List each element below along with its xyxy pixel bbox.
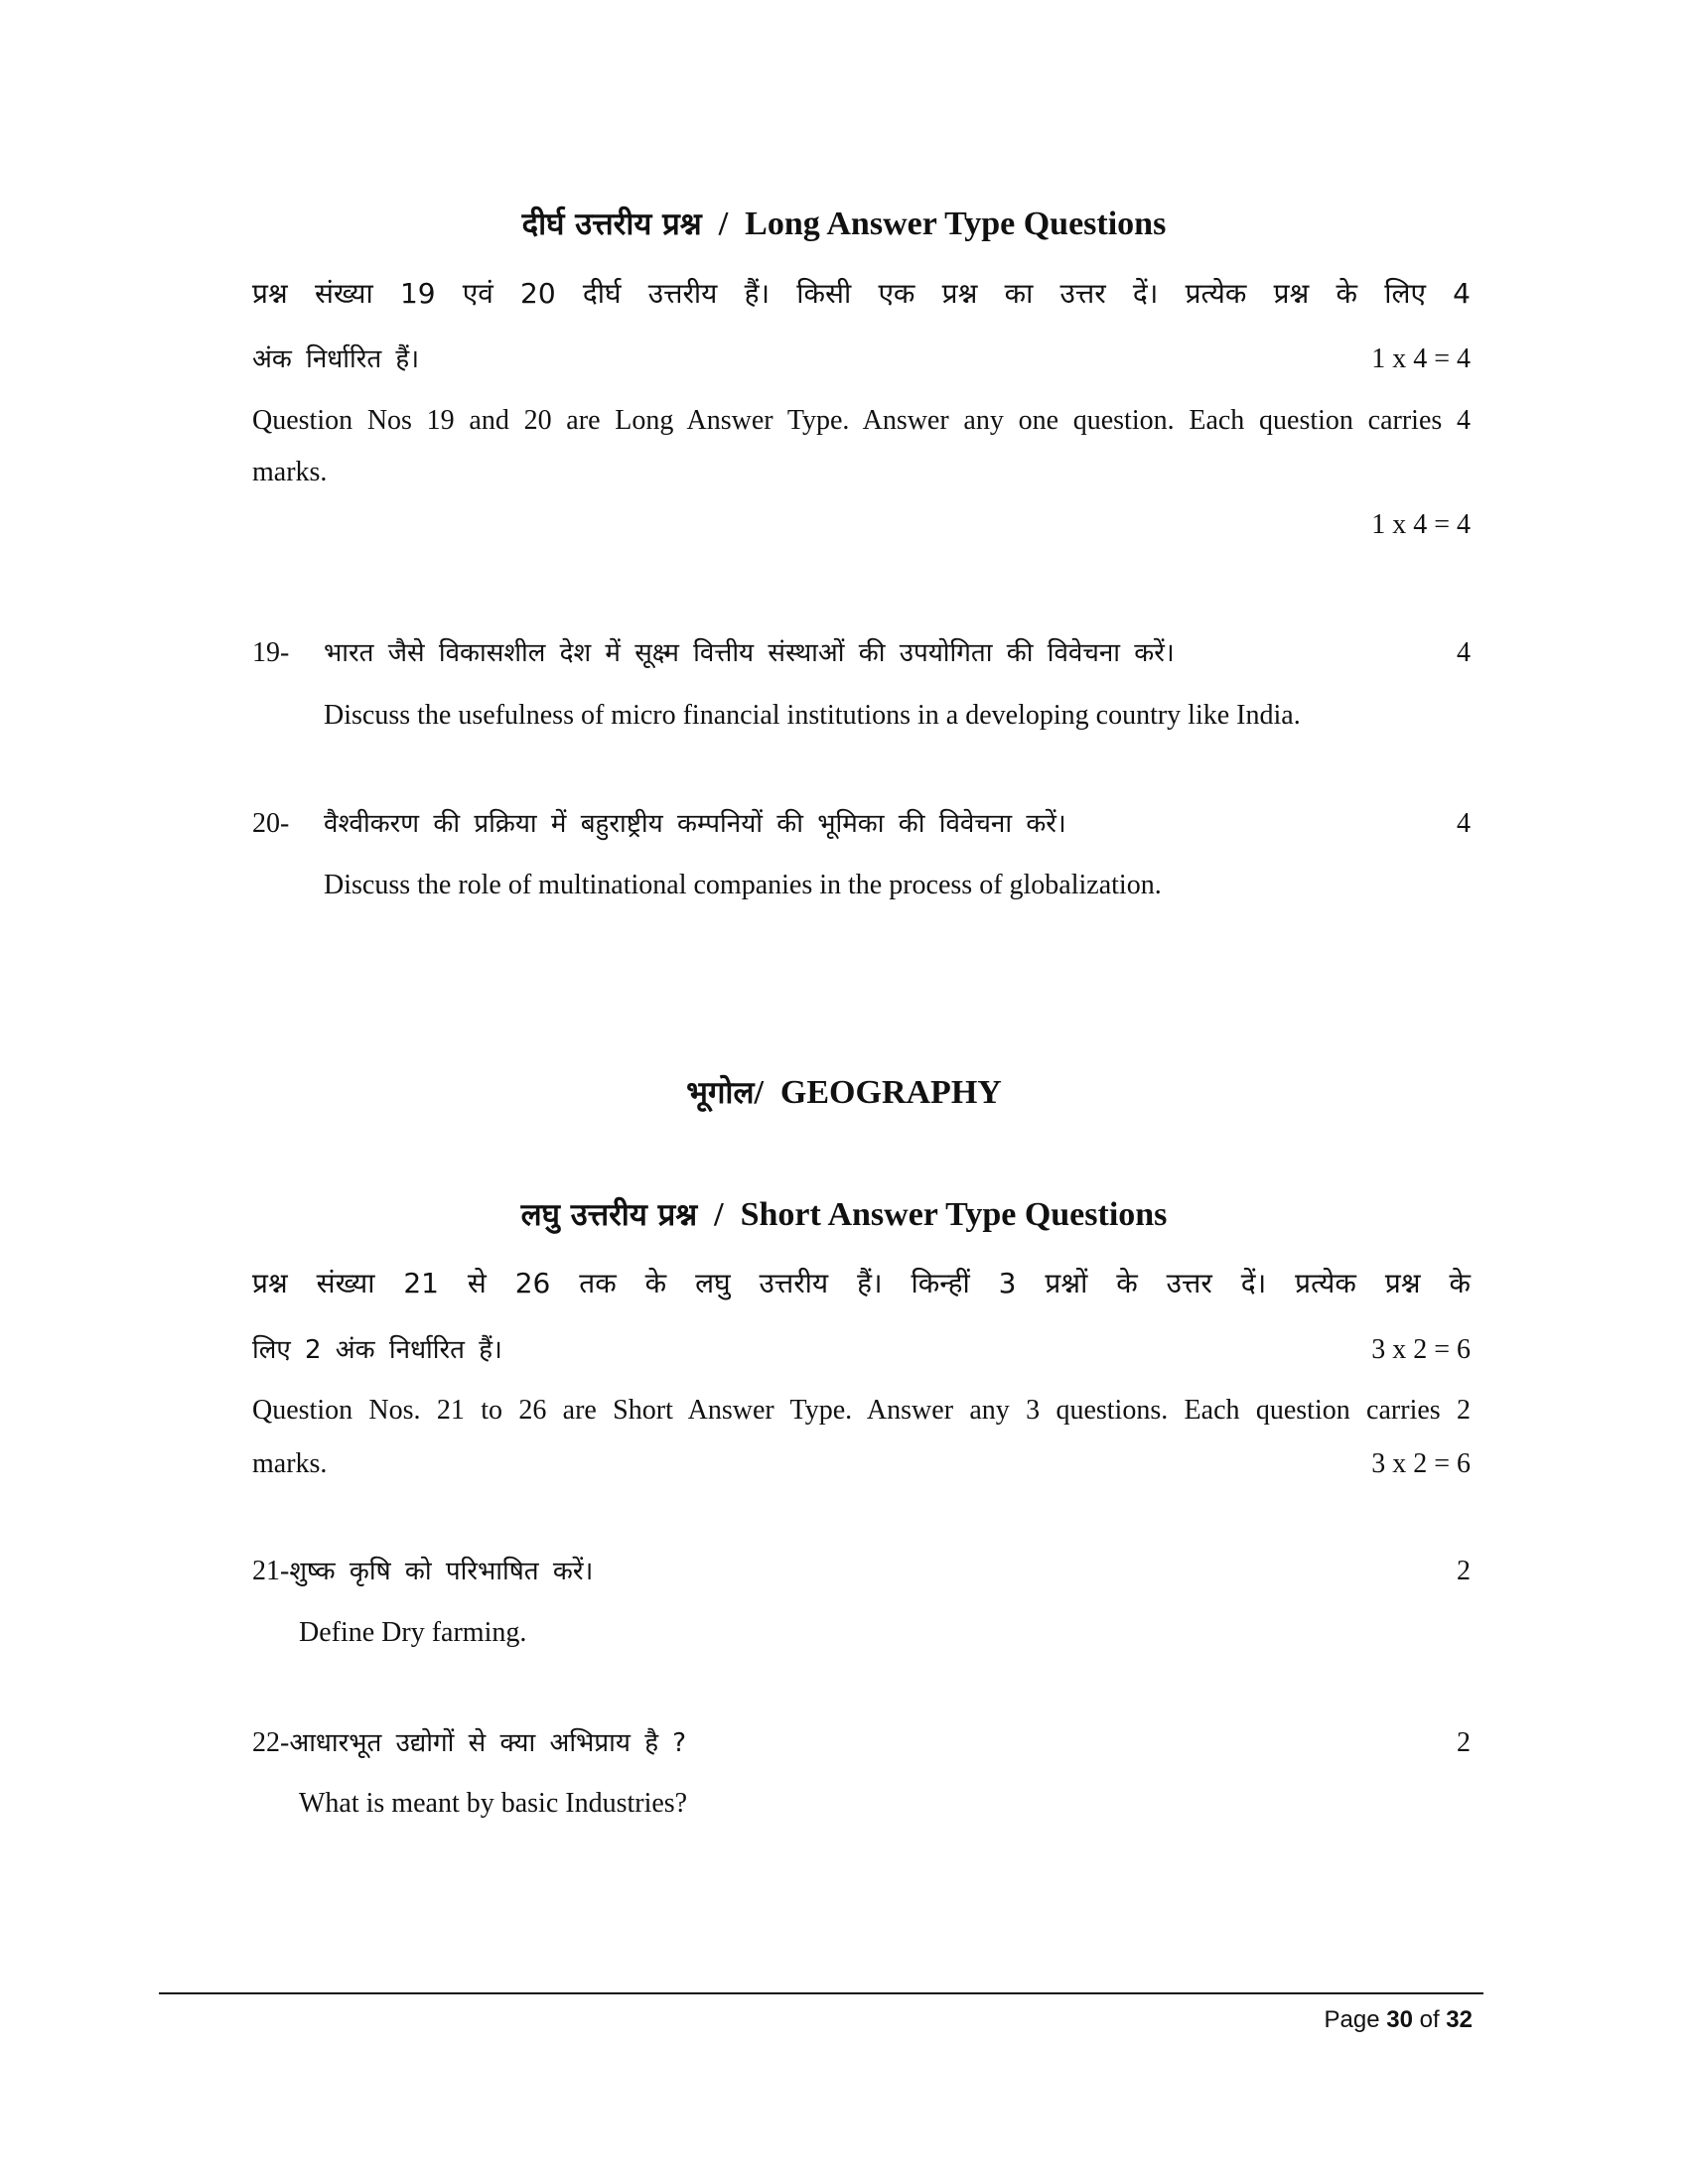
- subject-english: GEOGRAPHY: [779, 1074, 1002, 1111]
- long-instr-en-line1: Question Nos 19 and 20 are Long Answer Type. Answer any one question. Each question carries 4: [252, 405, 1471, 436]
- question-21-marks: 2: [1457, 1556, 1471, 1586]
- subject-separator: /: [754, 1074, 764, 1111]
- question-19-hindi: भारत जैसे विकासशील देश में सूक्ष्म वित्तीय संस्थाओं की उपयोगिता की विवेचना करें।: [324, 638, 1175, 668]
- question-22-marks: 2: [1457, 1727, 1471, 1758]
- long-instr-hi-line1: प्रश्न संख्या 19 एवं 20 दीर्घ उत्तरीय हैं। किसी एक प्रश्न का उत्तर दें। प्रत्येक प्रश्न के लिए 4: [252, 277, 1471, 310]
- heading-hindi: दीर्घ उत्तरीय प्रश्न: [521, 206, 702, 242]
- page-total: 32: [1446, 2006, 1473, 2033]
- question-20-english: Discuss the role of multinational companies in the process of globalization.: [324, 870, 1162, 900]
- question-19-number: 19-: [252, 637, 290, 668]
- page-label: Page: [1324, 2006, 1380, 2033]
- question-21: [252, 1554, 593, 1589]
- heading-hindi: लघु उत्तरीय प्रश्न: [520, 1197, 698, 1233]
- question-20-hindi: वैश्वीकरण की प्रक्रिया में बहुराष्ट्रीय कम्पनियों की भूमिका की विवेचना करें।: [324, 809, 1066, 839]
- of-label: of: [1419, 2006, 1440, 2033]
- short-instr-en-line2: marks.: [252, 1448, 328, 1479]
- question-19-english: Discuss the usefulness of micro financial institutions in a developing country like India.: [324, 700, 1301, 731]
- heading-english: Short Answer Type Questions: [740, 1196, 1168, 1233]
- short-instr-en-line1: Question Nos. 21 to 26 are Short Answer Type. Answer any 3 questions. Each question carries 2: [252, 1395, 1471, 1426]
- short-marks-hi: 3 x 2 = 6: [1371, 1334, 1471, 1365]
- long-instr-en-line2: marks.: [252, 457, 328, 487]
- long-marks-en: 1 x 4 = 4: [1371, 509, 1471, 540]
- footer-rule: [159, 1992, 1483, 1994]
- long-instr-hi-line2: अंक निर्धारित हैं।: [252, 344, 420, 374]
- question-22-hindi: आधारभूत उद्योगों से क्या अभिप्राय है ?: [289, 1728, 687, 1758]
- page-number: [1325, 2005, 1474, 2035]
- short-marks-en: 3 x 2 = 6: [1371, 1448, 1471, 1479]
- question-21-number: 21-: [252, 1556, 290, 1586]
- question-20-number: 20-: [252, 808, 290, 839]
- long-marks-hi: 1 x 4 = 4: [1371, 343, 1471, 374]
- heading-separator: /: [718, 205, 729, 242]
- short-answer-heading: [0, 1193, 1688, 1237]
- question-22-number: 22-: [252, 1727, 290, 1758]
- heading-english: Long Answer Type Questions: [745, 205, 1167, 242]
- page-current: 30: [1386, 2006, 1413, 2033]
- short-instr-hi-line2: लिए 2 अंक निर्धारित हैं।: [252, 1335, 502, 1365]
- long-answer-heading: [0, 203, 1688, 246]
- question-22: [252, 1725, 686, 1761]
- question-21-hindi: शुष्क कृषि को परिभाषित करें।: [289, 1557, 594, 1586]
- question-19-marks: 4: [1457, 637, 1471, 668]
- heading-separator: /: [714, 1196, 724, 1233]
- subject-hindi: भूगोल: [686, 1075, 755, 1111]
- question-21-english: Define Dry farming.: [299, 1617, 527, 1648]
- question-22-english: What is meant by basic Industries?: [299, 1788, 688, 1819]
- subject-heading: [0, 1071, 1688, 1115]
- question-20-marks: 4: [1457, 808, 1471, 839]
- short-instr-hi-line1: प्रश्न संख्या 21 से 26 तक के लघु उत्तरीय हैं। किन्हीं 3 प्रश्नों के उत्तर दें। प्रत्येक प्रश्न के: [252, 1267, 1471, 1299]
